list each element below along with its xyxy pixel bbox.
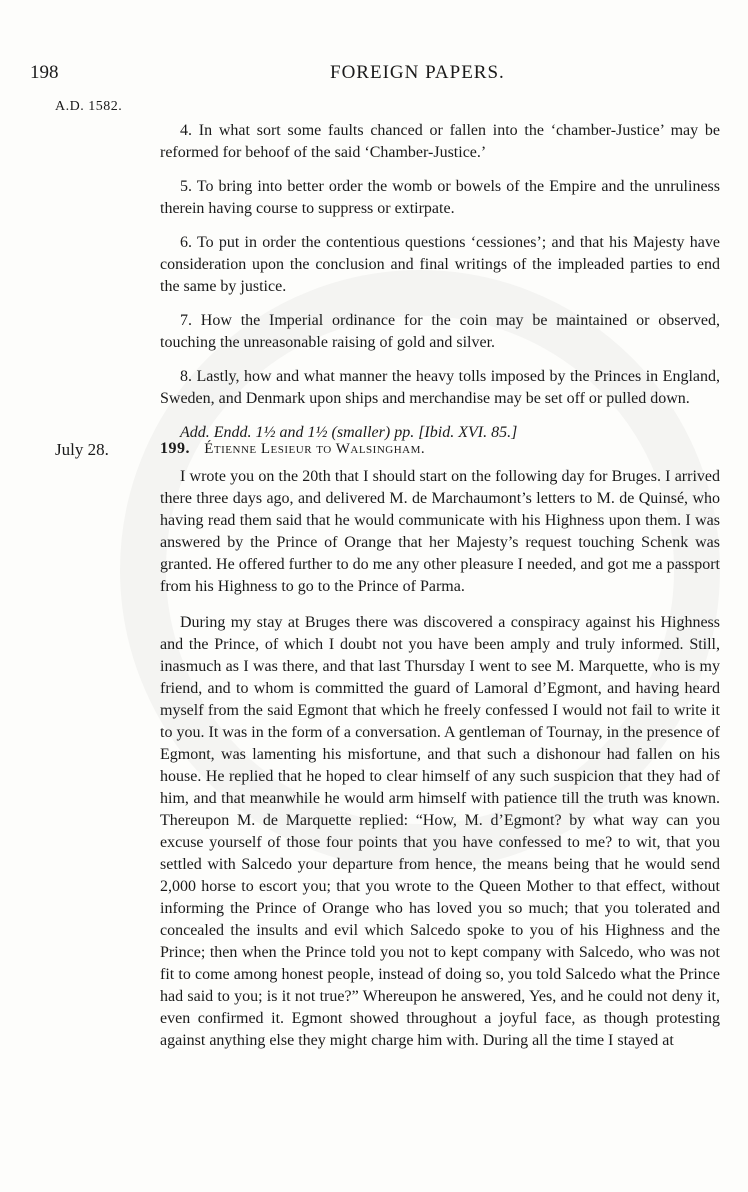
- entry-heading: [160, 440, 425, 458]
- entry-title: Étienne Lesieur to Walsingham.: [204, 441, 426, 457]
- page-header: [30, 62, 720, 86]
- entry-number: 199.: [160, 440, 190, 457]
- agenda-item-4: 4. In what sort some faults chanced or fallen into the ‘chamber-Justice’ may be reformed for behoof of the said ‘Chamber-Justice.’: [160, 122, 720, 161]
- letter-paragraph-2: During my stay at Bruges there was discovered a conspiracy against his Highness and the Prince, of which I doubt not you have been amply and truly informed. Still, inasmuch as I was there, and that last Thursday I went to see M. Marquette, who is my friend, and to whom is committed the guard of Lamoral d’Egmont, and having heard myself from the said Egmont that which he freely confessed I would not fail to write it to you. It was in the form of a conversation. A gentleman of Tournay, in the presence of Egmont, was lamenting his misfortune, and that such a dishonour had fallen on his house. He replied that he hoped to clear himself of any such suspicion that they had of him, and that meanwhile he would arm himself with patience till the truth was known. Thereupon M. de Marquette replied: “How, M. d’Egmont? by what way can you excuse yourself of those four points that you have confessed to me? to wit, that you settled with Salcedo your departure from hence, the means being that he would send 2,000 horse to escort you; that you wrote to the Queen Mother to that effect, without informing the Prince of Orange who has loved you so much; that you tolerated and concealed the insults and evil which Salcedo spoke to you of his Highness and the Prince; then when the Prince told you not to kept company with Salcedo, who was not fit to come among honest people, instead of doing so, you told Salcedo what the Prince had said to you; is it not true?” Whereupon he answered, Yes, and he could not deny it, even confirmed it. Egmont showed throughout a joyful face, as though protesting against anything else they might charge him with. During all the time I stayed at: [160, 614, 720, 1049]
- agenda-item-8: 8. Lastly, how and what manner the heavy tolls imposed by the Princes in England, Sweden, and Denmark upon ships and merchandise may be set off or pulled down.: [160, 368, 720, 407]
- entry-date: July 28.: [55, 440, 109, 459]
- page-number: 198: [30, 62, 59, 83]
- endorsement-note: Add. Endd. 1½ and 1½ (smaller) pp. [Ibid. XVI. 85.]: [180, 424, 518, 441]
- agenda-item-7: 7. How the Imperial ordinance for the coin may be maintained or observed, touching the unreasonable raising of gold and silver.: [160, 312, 720, 351]
- running-title: FOREIGN PAPERS.: [330, 62, 505, 83]
- agenda-item-5: 5. To bring into better order the womb or bowels of the Empire and the unruliness therein having course to suppress or extirpate.: [160, 178, 720, 217]
- letter-paragraph-1: I wrote you on the 20th that I should start on the following day for Bruges. I arrived there three days ago, and delivered M. de Marchaumont’s letters to M. de Quinsé, who having read them said that he would communicate with his Highness upon them. I was answered by the Prince of Orange that her Majesty’s request touching Schenk was granted. He offered further to do me any other pleasure I needed, and got me a passport from his Highness to go to the Prince of Parma.: [160, 468, 720, 595]
- letter-body: [160, 466, 720, 1052]
- margin-year: A.D. 1582.: [55, 99, 123, 114]
- agenda-items: [160, 120, 720, 444]
- agenda-item-6: 6. To put in order the contentious questions ‘cessiones’; and that his Majesty have consideration upon the conclusion and final writings of the impleaded parties to end the same by justice.: [160, 234, 720, 295]
